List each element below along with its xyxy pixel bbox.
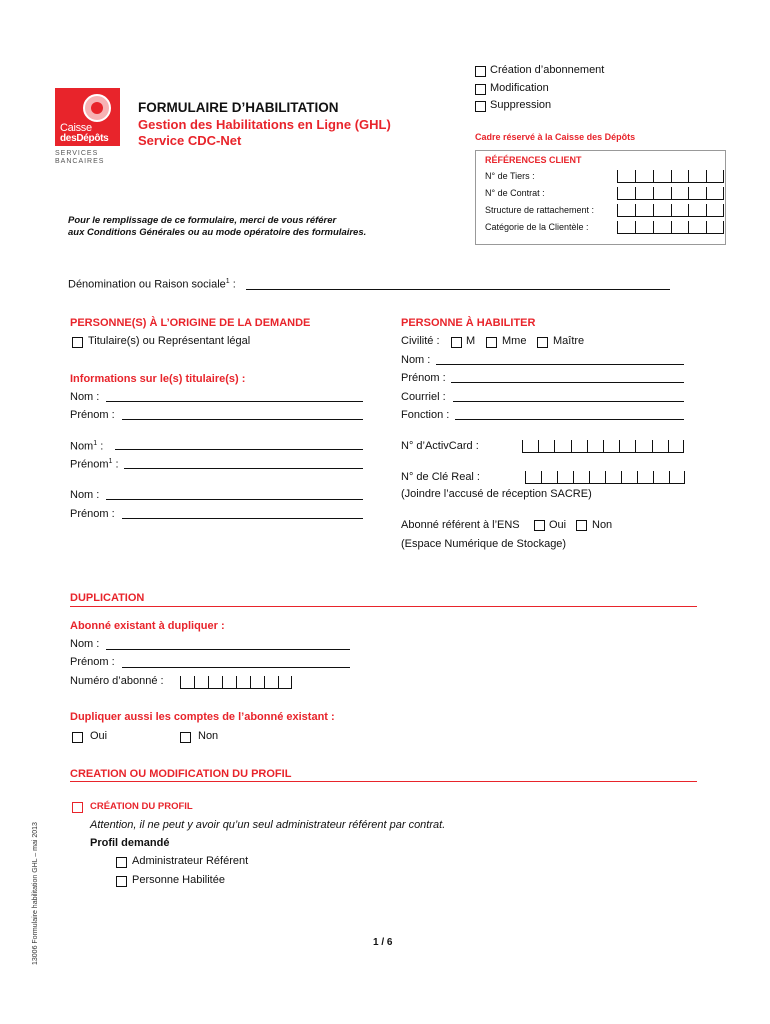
instructions-line1: Pour le remplissage de ce formulaire, merci de vous référer bbox=[68, 215, 337, 226]
habilite-courriel-input[interactable] bbox=[453, 401, 684, 402]
prenom1-text: Prénom bbox=[70, 458, 109, 471]
comb-divider bbox=[653, 204, 654, 216]
comb-divider bbox=[684, 471, 685, 483]
tiers-label: N° de Tiers : bbox=[485, 171, 535, 181]
civilite-maitre-checkbox[interactable] bbox=[537, 337, 548, 348]
comb-divider bbox=[525, 471, 526, 483]
attention-note: Attention, il ne peut y avoir qu’un seul administrateur référent par contrat. bbox=[90, 819, 446, 831]
civilite-m-label: M bbox=[466, 335, 476, 347]
duplication-title: DUPLICATION bbox=[70, 592, 145, 604]
comb-divider bbox=[688, 204, 689, 216]
admin-referent-label: Administrateur Référent bbox=[132, 855, 249, 867]
suppression-label: Suppression bbox=[490, 99, 552, 111]
dup-numero-comb-field[interactable] bbox=[180, 676, 292, 689]
titulaire-prenom-label: Prénom : bbox=[70, 409, 115, 421]
creation-profil-checkbox[interactable] bbox=[72, 802, 83, 813]
ens-description: (Espace Numérique de Stockage) bbox=[401, 538, 567, 550]
modification-label: Modification bbox=[490, 82, 549, 94]
dup-nom-label: Nom : bbox=[70, 638, 100, 650]
creation-profil-label: CRÉATION DU PROFIL bbox=[90, 801, 193, 812]
ens-oui-label: Oui bbox=[549, 519, 567, 531]
habilite-fonction-label: Fonction : bbox=[401, 409, 450, 421]
habilite-courriel-label: Courriel : bbox=[401, 391, 446, 403]
origine-title: PERSONNE(S) À L’ORIGINE DE LA DEMANDE bbox=[70, 317, 311, 329]
instructions-line2: aux Conditions Générales ou au mode opératoire des formulaires. bbox=[68, 227, 367, 238]
civilite-mme-label: Mme bbox=[502, 335, 527, 347]
suppression-checkbox[interactable] bbox=[475, 101, 486, 112]
comb-divider bbox=[688, 170, 689, 182]
comb-divider bbox=[587, 440, 588, 452]
modification-checkbox[interactable] bbox=[475, 84, 486, 95]
habiliter-title: PERSONNE À HABILITER bbox=[401, 317, 536, 329]
page-number: 1 / 6 bbox=[373, 937, 393, 948]
nom1-text: Nom bbox=[70, 440, 94, 453]
cle-real-label: N° de Clé Real : bbox=[401, 471, 480, 483]
habilite-fonction-input[interactable] bbox=[455, 419, 684, 420]
comb-divider bbox=[589, 471, 590, 483]
dup-prenom-input[interactable] bbox=[122, 667, 350, 668]
ens-oui-checkbox[interactable] bbox=[534, 520, 545, 531]
civilite-label: Civilité : bbox=[401, 335, 440, 347]
admin-referent-checkbox[interactable] bbox=[116, 857, 127, 868]
titulaire2-prenom-label: Prénom : bbox=[70, 508, 115, 520]
creation-abonnement-label: Création d’abonnement bbox=[490, 64, 605, 76]
comb-divider bbox=[291, 676, 292, 688]
seal-icon bbox=[83, 94, 111, 122]
comb-divider bbox=[688, 221, 689, 233]
prenom1-colon: : bbox=[112, 458, 119, 471]
duplication-rule bbox=[70, 606, 697, 607]
comb-divider bbox=[683, 440, 684, 452]
comb-divider bbox=[671, 170, 672, 182]
comb-divider bbox=[617, 187, 618, 199]
comb-divider bbox=[617, 221, 618, 233]
comb-divider bbox=[652, 440, 653, 452]
comb-divider bbox=[250, 676, 251, 688]
titulaire-nom-label: Nom : bbox=[70, 391, 100, 403]
profil-rule bbox=[70, 781, 697, 782]
structure-comb-field[interactable] bbox=[617, 204, 724, 217]
categorie-label: Catégorie de la Clientèle : bbox=[485, 222, 589, 232]
comb-divider bbox=[706, 170, 707, 182]
comb-divider bbox=[635, 187, 636, 199]
prenom1-footnote: 1 bbox=[108, 458, 113, 465]
comb-divider bbox=[541, 471, 542, 483]
habilite-prenom-input[interactable] bbox=[451, 382, 684, 383]
tiers-comb-field[interactable] bbox=[617, 170, 724, 183]
profil-demande-label: Profil demandé bbox=[90, 837, 170, 849]
reserved-title: Cadre réservé à la Caisse des Dépôts bbox=[475, 132, 636, 142]
ens-non-label: Non bbox=[592, 519, 613, 531]
ref-client-title: RÉFÉRENCES CLIENT bbox=[485, 155, 582, 165]
comb-divider bbox=[554, 440, 555, 452]
comb-divider bbox=[668, 440, 669, 452]
titulaire-checkbox[interactable] bbox=[72, 337, 83, 348]
comb-divider bbox=[617, 170, 618, 182]
comb-divider bbox=[669, 471, 670, 483]
comb-divider bbox=[573, 471, 574, 483]
comb-divider bbox=[603, 440, 604, 452]
comb-divider bbox=[208, 676, 209, 688]
ens-label: Abonné référent à l’ENS bbox=[401, 519, 520, 531]
titulaire-prenom-input[interactable] bbox=[122, 419, 363, 420]
denomination-footnote: 1 bbox=[225, 278, 230, 285]
titulaire2-prenom-input[interactable] bbox=[122, 518, 363, 519]
structure-label: Structure de rattachement : bbox=[485, 205, 595, 215]
comb-divider bbox=[180, 676, 181, 688]
activcard-label: N° d’ActivCard : bbox=[401, 440, 479, 452]
comb-divider bbox=[236, 676, 237, 688]
comb-divider bbox=[671, 221, 672, 233]
civilite-maitre-label: Maître bbox=[553, 335, 585, 347]
comb-divider bbox=[637, 471, 638, 483]
comb-divider bbox=[621, 471, 622, 483]
titulaire-nom-input[interactable] bbox=[106, 401, 363, 402]
nom1-label bbox=[70, 440, 103, 453]
dup-non-label: Non bbox=[198, 730, 219, 742]
prenom1-input[interactable] bbox=[124, 468, 363, 469]
comb-divider bbox=[522, 440, 523, 452]
comb-divider bbox=[671, 204, 672, 216]
profil-title: CREATION OU MODIFICATION DU PROFIL bbox=[70, 768, 292, 780]
comb-divider bbox=[194, 676, 195, 688]
comb-divider bbox=[222, 676, 223, 688]
dup-oui-checkbox[interactable] bbox=[72, 732, 83, 743]
logo-line2: desDépôts bbox=[60, 133, 109, 144]
comb-divider bbox=[723, 170, 724, 182]
form-subtitle1: Gestion des Habilitations en Ligne (GHL) bbox=[138, 117, 391, 132]
comb-divider bbox=[706, 221, 707, 233]
comb-divider bbox=[688, 187, 689, 199]
comb-divider bbox=[278, 676, 279, 688]
categorie-comb-field[interactable] bbox=[617, 221, 724, 234]
denomination-label bbox=[68, 278, 236, 291]
services-line2: BANCAIRES bbox=[55, 158, 105, 165]
sacre-note: (Joindre l’accusé de réception SACRE) bbox=[401, 488, 592, 500]
comb-divider bbox=[264, 676, 265, 688]
denomination-text: Dénomination ou Raison sociale bbox=[68, 278, 226, 291]
comb-divider bbox=[617, 204, 618, 216]
dup-prenom-label: Prénom : bbox=[70, 656, 115, 668]
dup-oui-label: Oui bbox=[90, 730, 108, 742]
contrat-comb-field[interactable] bbox=[617, 187, 724, 200]
comb-divider bbox=[653, 170, 654, 182]
titulaire2-nom-label: Nom : bbox=[70, 489, 100, 501]
form-subtitle2: Service CDC-Net bbox=[138, 133, 242, 148]
nom1-input[interactable] bbox=[115, 449, 363, 450]
habilite-nom-input[interactable] bbox=[436, 364, 684, 365]
denomination-colon: : bbox=[229, 278, 236, 291]
comb-divider bbox=[635, 170, 636, 182]
comb-divider bbox=[635, 221, 636, 233]
nom1-colon: : bbox=[97, 440, 104, 453]
creation-abonnement-checkbox[interactable] bbox=[475, 66, 486, 77]
comb-divider bbox=[671, 187, 672, 199]
contrat-label: N° de Contrat : bbox=[485, 188, 545, 198]
civilite-mme-checkbox[interactable] bbox=[486, 337, 497, 348]
comb-divider bbox=[723, 204, 724, 216]
comb-divider bbox=[619, 440, 620, 452]
comb-divider bbox=[653, 187, 654, 199]
cle-real-comb-field[interactable] bbox=[525, 471, 685, 484]
comb-divider bbox=[605, 471, 606, 483]
dup-comptes-title: Dupliquer aussi les comptes de l’abonné existant : bbox=[70, 711, 335, 723]
comb-divider bbox=[557, 471, 558, 483]
activcard-comb-field[interactable] bbox=[522, 440, 684, 453]
dup-nom-input[interactable] bbox=[106, 649, 350, 650]
comb-divider bbox=[653, 471, 654, 483]
logo-line1: Caisse bbox=[60, 122, 92, 134]
comb-divider bbox=[635, 440, 636, 452]
services-line1: SERVICES bbox=[55, 150, 99, 157]
comb-divider bbox=[653, 221, 654, 233]
dup-numero-label: Numéro d’abonné : bbox=[70, 675, 164, 687]
comb-divider bbox=[706, 187, 707, 199]
civilite-m-checkbox[interactable] bbox=[451, 337, 462, 348]
comb-divider bbox=[706, 204, 707, 216]
comb-divider bbox=[538, 440, 539, 452]
habilite-prenom-label: Prénom : bbox=[401, 372, 446, 384]
abonne-existant-title: Abonné existant à dupliquer : bbox=[70, 620, 225, 632]
titulaire-label: Titulaire(s) ou Représentant légal bbox=[88, 335, 251, 347]
caisse-des-depots-logo bbox=[55, 88, 120, 146]
personne-habilitee-label: Personne Habilitée bbox=[132, 874, 225, 886]
dup-non-checkbox[interactable] bbox=[180, 732, 191, 743]
comb-divider bbox=[635, 204, 636, 216]
habilite-nom-label: Nom : bbox=[401, 354, 431, 366]
form-title: FORMULAIRE D’HABILITATION bbox=[138, 100, 339, 115]
comb-divider bbox=[571, 440, 572, 452]
comb-divider bbox=[723, 221, 724, 233]
prenom1-label bbox=[70, 458, 119, 471]
side-note: 13006 Formulaire habilitation GHL – mai 2013 bbox=[32, 822, 39, 965]
nom1-footnote: 1 bbox=[93, 440, 98, 447]
personne-habilitee-checkbox[interactable] bbox=[116, 876, 127, 887]
ens-non-checkbox[interactable] bbox=[576, 520, 587, 531]
info-titulaires-title: Informations sur le(s) titulaire(s) : bbox=[70, 373, 246, 385]
comb-divider bbox=[723, 187, 724, 199]
denomination-input[interactable] bbox=[246, 289, 670, 290]
titulaire2-nom-input[interactable] bbox=[106, 499, 363, 500]
